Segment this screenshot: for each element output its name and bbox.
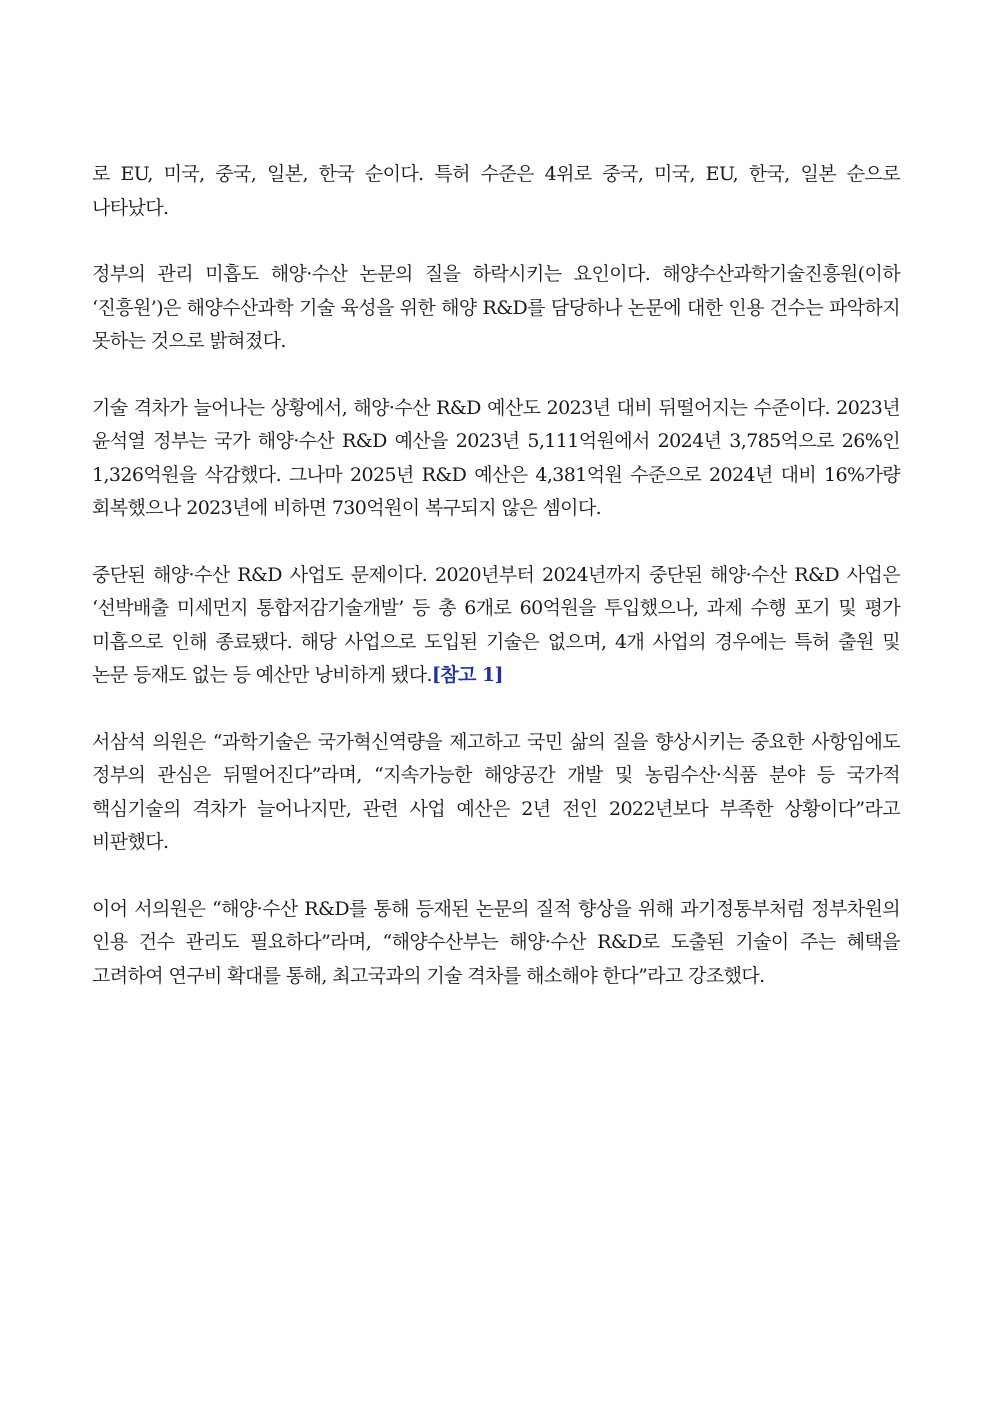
paragraph-text: 서삼석 의원은 “과학기술은 국가혁신역량을 제고하고 국민 삶의 질을 향상시키는 중요한 사항임에도 정부의 관심은 뒤떨어진다”라며, “지속가능한 해양공간 개발 및 농림수산·식품 분야 등 국가적 핵심기술의 격차가 늘어나지만, 관련 사업 예산은 2년 전인 2022년보다 부족한 상황이다”라고 비판했다. [92, 730, 900, 853]
paragraph-management [92, 258, 900, 359]
paragraph-text: 로 EU, 미국, 중국, 일본, 한국 순이다. 특허 수준은 4위로 중국, 미국, EU, 한국, 일본 순으로 나타났다. [92, 163, 900, 219]
paragraph-text: 이어 서의원은 “해양·수산 R&D를 통해 등재된 논문의 질적 향상을 위해 과기정통부처럼 정부차원의 인용 건수 관리도 필요하다”라며, “해양수산부는 해양·수산 R&D로 도출된 기술이 주는 혜택을 고려하여 연구비 확대를 통해, 최고국과의 기술 격차를 해소해야 한다”라고 강조했다. [92, 897, 900, 987]
paragraph-quote-criticism [92, 726, 900, 860]
paragraph-patent-ranking [92, 158, 900, 225]
paragraph-discontinued-projects [92, 559, 900, 693]
document-page [92, 158, 900, 1026]
paragraph-text: 기술 격차가 늘어나는 상황에서, 해양·수산 R&D 예산도 2023년 대비 뒤떨어지는 수준이다. 2023년 윤석열 정부는 국가 해양·수산 R&D 예산을 2023년 5,111억원에서 2024년 3,785억으로 26%인 1,326억원을 삭감했다. 그나마 2025년 R&D 예산은 4,381억원 수준으로 2024년 대비 16%가량 회복했으나 2023년에 비하면 730억원이 복구되지 않은 셈이다. [92, 396, 900, 519]
reference-link[interactable]: [참고 1] [431, 664, 503, 686]
paragraph-text: 중단된 해양·수산 R&D 사업도 문제이다. 2020년부터 2024년까지 중단된 해양·수산 R&D 사업은 ‘선박배출 미세먼지 통합저감기술개발’ 등 총 6개로 60억원을 투입했으나, 과제 수행 포기 및 평가 미흡으로 인해 종료됐다. 해당 사업으로 도입된 기술은 없으며, 4개 사업의 경우에는 특허 출원 및 논문 등재도 없는 등 예산만 낭비하게 됐다. [92, 563, 900, 686]
paragraph-quote-emphasis [92, 893, 900, 994]
paragraph-budget [92, 392, 900, 526]
paragraph-text: 정부의 관리 미흡도 해양·수산 논문의 질을 하락시키는 요인이다. 해양수산과학기술진흥원(이하 ‘진흥원’)은 해양수산과학 기술 육성을 위한 해양 R&D를 담당하나 논문에 대한 인용 건수는 파악하지 못하는 것으로 밝혀졌다. [92, 263, 900, 352]
